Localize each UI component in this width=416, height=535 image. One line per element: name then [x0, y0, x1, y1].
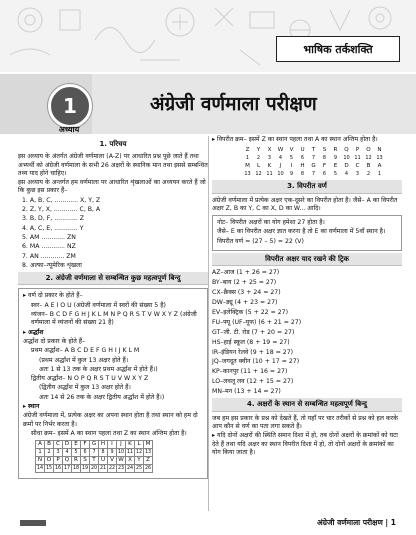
position-cell: 2 — [256, 154, 261, 161]
section-heading-position-points: 4. अक्षरों के स्थान से सम्बन्धित महत्वपूर्ण बिन्दु — [212, 398, 402, 411]
note-line-1: नोट– विपरीत अक्षरों का योग हमेशा 27 होता है। — [217, 219, 325, 227]
section-heading-trick: विपरीत अक्षर याद रखने की ट्रिक — [212, 253, 402, 266]
position-cell: 10 — [117, 450, 125, 456]
letter-cell: E — [72, 441, 81, 449]
position-cell: 10 — [277, 170, 284, 177]
point-swar: स्वर– A E I O U (अंग्रेजी वर्णमाला में स्वरों की संख्या 5 है) — [31, 301, 166, 309]
point-ardhansh — [23, 329, 203, 337]
letter-cell: T — [90, 457, 99, 465]
letter-cell: S — [322, 146, 327, 153]
first-half-note-1: (प्रथम अर्द्धांश में कुल 13 अक्षर होते हैं। — [39, 356, 129, 364]
position-cell: 12 — [365, 154, 372, 161]
letter-cell: X — [126, 457, 135, 465]
letter-cell: B — [366, 162, 371, 169]
chapter-title: अंग्रेजी वर्णमाला परीक्षण — [150, 93, 317, 115]
letter-cell: L — [256, 162, 261, 169]
position-cell: 26 — [144, 466, 152, 472]
letter-cell: F — [322, 162, 327, 169]
ardhansh-intro: अर्द्धांश दो प्रकार के होते हैं– — [23, 337, 86, 345]
section-heading-opposite-letters: 3. विपरीत वर्ण — [212, 180, 402, 193]
position-cell: 8 — [99, 449, 108, 457]
letter-cell: O — [45, 457, 54, 465]
letter-cell: F — [81, 441, 90, 449]
position-cell: 14 — [36, 466, 44, 472]
letter-cell: L — [135, 441, 144, 449]
position-cell: 8 — [300, 170, 305, 177]
important-points-box — [18, 288, 208, 479]
letter-cell: A — [36, 441, 45, 449]
position-cell: 17 — [63, 466, 71, 472]
letter-cell: V — [289, 146, 294, 153]
page-footer — [0, 512, 416, 535]
letter-cell: J — [279, 162, 282, 169]
bullet-icon: ▸ — [23, 403, 27, 411]
letter-cell: P — [355, 146, 360, 153]
letter-cell: U — [300, 146, 305, 153]
position-cell: 19 — [81, 466, 89, 472]
position-cell: 9 — [108, 449, 117, 457]
bullet-icon: ▸ — [212, 136, 216, 143]
position-cell: 9 — [333, 154, 338, 161]
letter-cell: Z — [144, 457, 153, 465]
letter-cell: N — [377, 146, 382, 153]
position-cell: 5 — [289, 154, 294, 161]
position-cell: 22 — [108, 466, 116, 472]
direct-order: सीधा क्रम– इसमें A का स्थान पहला तथा Z का स्थान अन्तिम होता है। — [31, 429, 187, 437]
letter-cell: M — [245, 162, 250, 169]
position-cell: 3 — [54, 449, 63, 457]
list-item: 2. Z, Y, X, ............ C, B, A — [22, 206, 101, 214]
point-ardhansh-text: अर्द्धांश — [28, 328, 44, 336]
column-divider — [208, 136, 209, 511]
position-cell: 2 — [45, 449, 54, 457]
letter-cell: O — [366, 146, 371, 153]
list-item: 8. अल्फा–न्यूमेरिक शृंखला — [22, 261, 82, 269]
trick-item: BY–बाय (2 + 25 = 27) — [212, 279, 277, 287]
reverse-order-text: विपरीत क्रम– इसमें Z का स्थान पहला तथा A का स्थान अन्तिम होता है। — [217, 136, 378, 143]
list-item: 5. AM ............ ZN — [22, 233, 76, 241]
list-item: 1. A, B, C, ............ X, Y, Z — [22, 196, 101, 204]
position-paragraph-1: जब हम इस प्रकार के प्रश्न को देखते हैं, तो यहाँ पर चार तरीकों से प्रश्न को हल करके आप कौन से वर्ण का पता लगा सकते हैं। — [212, 414, 398, 430]
position-cell: 3 — [267, 154, 272, 161]
point-sthan — [23, 403, 203, 411]
position-cell: 7 — [311, 170, 316, 177]
trick-item: IR–इंडियन रेलवे (9 + 18 = 27) — [212, 348, 294, 356]
letter-cell: H — [99, 441, 108, 449]
trick-item: EV–इलेक्ट्रिक (5 + 22 = 27) — [212, 308, 289, 316]
letter-cell: K — [267, 162, 272, 169]
trick-item: DW–ड्यू (4 + 23 = 27) — [212, 299, 278, 307]
letter-cell: E — [333, 162, 338, 169]
letter-cell: Q — [344, 146, 349, 153]
letter-cell: P — [54, 457, 63, 465]
letter-cell: C — [355, 162, 360, 169]
letter-cell: Y — [135, 457, 144, 465]
bullet-icon: ▸ — [23, 292, 27, 300]
letter-cell: U — [99, 457, 108, 465]
position-cell: 18 — [72, 466, 80, 472]
position-cell: 11 — [126, 450, 134, 456]
letter-cell: A — [377, 162, 382, 169]
position-cell: 1 — [245, 154, 250, 161]
sthan-intro: अंग्रेजी वर्णमाला में, प्रत्येक अक्षर का अपना स्थान होता है तथा स्थान को हम दो क्रमों पर निर्भर करता है। — [23, 412, 198, 428]
position-cell: 6 — [300, 154, 305, 161]
note-line-2: जैसे– E का विपरीत अक्षर ज्ञात करना है तो E का वर्णमाला में 5वाँ स्थान है। — [217, 228, 386, 236]
trick-item: MN–मन (13 + 14 = 27) — [212, 388, 281, 396]
position-cell: 3 — [355, 170, 360, 177]
list-item: 7. AN ............ ZM — [22, 252, 76, 260]
reverse-order — [212, 136, 402, 144]
intro-paragraph-1: इस अध्याय के अंतर्गत अंग्रेजी वर्णमाला (A-Z) पर आधारित प्रश्न पूछे जाते हैं तथा अभ्यर्थी को अंग्रेजी वर्णमाला के सभी 26 अक्षरों के स्थानिक मान तथा इससे सम्बन्धित तथ्य याद होने चाहिए। — [18, 153, 208, 177]
position-cell: 13 — [376, 154, 383, 161]
letter-cell: G — [311, 162, 316, 169]
bullet-icon: ▸ — [23, 328, 27, 336]
trick-item: AZ–आज (1 + 26 = 27) — [212, 269, 280, 277]
letter-cell: B — [45, 441, 54, 449]
position-cell: 25 — [135, 466, 143, 472]
bullet-icon: ▸ — [212, 432, 216, 440]
section-heading-intro: 1. परिचय — [18, 138, 208, 150]
letter-cell: R — [72, 457, 81, 465]
position-cell: 4 — [278, 154, 283, 161]
letter-cell: J — [117, 441, 126, 449]
position-cell: 16 — [54, 466, 62, 472]
point-vyanjan: व्यंजन– B C D F G H J K L M N P Q R S T V W X Y Z (अंग्रेजी वर्णमाला में व्यंजनों की संख्या 21 है) — [31, 311, 197, 327]
letter-cell: W — [118, 457, 124, 464]
letter-cell: D — [63, 441, 72, 449]
second-half: द्वितीय अर्द्धांश– N O P Q R S T U V W X Y Z — [31, 375, 149, 383]
left-column — [18, 136, 208, 479]
letter-cell: I — [108, 441, 117, 449]
letter-cell: W — [277, 146, 284, 153]
position-cell: 2 — [366, 170, 371, 177]
position-cell: 15 — [45, 466, 53, 472]
position-cell: 21 — [99, 466, 107, 472]
trick-item: HS–हाई स्कूल (8 + 19 = 27) — [212, 338, 290, 346]
letter-cell: X — [267, 146, 272, 153]
letter-cell: Q — [63, 457, 72, 465]
position-cell: 8 — [322, 154, 327, 161]
first-half: प्रथम अर्द्धांश– A B C D E F G H I J K L M — [31, 347, 140, 355]
trick-item: LO–लवलू लव (12 + 15 = 27) — [212, 378, 294, 386]
series-list — [18, 197, 208, 270]
first-half-note-2: अतः 1 से 13 तक के अक्षर प्रथम अर्द्धांश में होते हैं।) — [39, 365, 158, 373]
list-item: 3. B, D, F, ............ Z — [22, 215, 85, 223]
position-cell: 6 — [322, 170, 327, 177]
chapter-number-badge: 1 — [48, 84, 92, 128]
opposite-paragraph: अंग्रेजी वर्णमाला में प्रत्येक अक्षर एक-दूसरे का विपरीत होता है। जैसे– A का विपरीत अक्षर Z, B का Y, C का X, D का W... आदि। — [212, 196, 398, 212]
position-cell: 24 — [126, 466, 134, 472]
position-paragraph-2 — [212, 432, 402, 457]
position-cell: 23 — [117, 466, 125, 472]
letter-cell: G — [90, 441, 99, 449]
position-cell: 13 — [244, 170, 251, 177]
letter-cell: C — [54, 441, 63, 449]
note-box — [212, 215, 402, 251]
reverse-order-table — [242, 146, 385, 178]
letter-cell: T — [311, 146, 316, 153]
right-column — [212, 136, 402, 458]
position-cell: 11 — [354, 154, 361, 161]
position-cell: 5 — [72, 449, 81, 457]
position-cell: 12 — [135, 450, 143, 456]
second-half-note-2: अतः 14 से 26 तक के अक्षर द्वितीय अर्द्धांश में होते हैं।) — [39, 393, 165, 401]
footer-text: अंग्रेजी वर्णमाला परीक्षण | 1 — [317, 518, 396, 527]
letter-cell: M — [144, 441, 153, 449]
position-cell: 1 — [36, 449, 45, 457]
header-doodle-band — [0, 0, 416, 72]
trick-item: FU–फ्यू (UF–यूफ) (6 + 21 = 27) — [212, 318, 302, 326]
point-sthan-text: स्थान — [28, 403, 40, 411]
trick-item: CX–क्रैक्स (3 + 24 = 27) — [212, 289, 281, 297]
letter-cell: N — [36, 457, 45, 465]
position-cell: 12 — [255, 170, 262, 177]
position-cell: 1 — [377, 170, 382, 177]
letter-cell: K — [126, 441, 135, 449]
intro-paragraph-2: इस अध्याय के अन्तर्गत हम वर्णमाला पर आधारित शृंखलाओं का अध्ययन करते हैं जो कि कुछ इस प्रकार हैं– — [18, 179, 206, 195]
letter-cell: S — [81, 457, 90, 465]
direct-order-table — [35, 440, 153, 473]
trick-item: JQ–जगदूत क्वीन (10 + 17 = 27) — [212, 358, 300, 366]
trick-item: KP–कानपुर (11 + 16 = 27) — [212, 368, 288, 376]
note-line-3: विपरीत वर्ण = (27 – 5) = 22 (V) — [217, 237, 304, 245]
position-cell: 10 — [343, 154, 350, 161]
point-varna-text: वर्ण दो प्रकार के होते हैं– — [28, 292, 83, 300]
list-item: 6. MA ............ NZ — [22, 243, 76, 251]
position-cell: 4 — [63, 449, 72, 457]
letter-cell: R — [333, 146, 338, 153]
letter-cell: H — [300, 162, 305, 169]
letter-cell: Z — [245, 146, 250, 153]
letter-cell: Y — [256, 146, 261, 153]
letter-cell: I — [290, 162, 293, 169]
position-cell: 4 — [344, 170, 349, 177]
position-cell: 6 — [81, 449, 90, 457]
chapter-label: अध्याय — [58, 125, 80, 134]
list-item: 4. A, C, E, ............ Y — [22, 224, 84, 232]
position-cell: 11 — [266, 170, 273, 177]
letter-cell: D — [344, 162, 349, 169]
second-half-note-1: (द्वितीय अर्द्धांश में कुल 13 अक्षर होते हैं। — [39, 384, 131, 392]
position-cell: 13 — [144, 450, 152, 456]
trick-list — [212, 269, 402, 396]
position-cell: 9 — [289, 170, 294, 177]
position-paragraph-2-text: यदि दोनों अक्षरों की स्थिति समान दिशा में हो, तब दोनों अक्षरों के क्रमांकों को घटा देते हैं तथा यदि अक्षर का स्थान विपरीत दिशा में हो, तो दोनों अक्षरों के क्रमांकों का योग किया जाता है। — [212, 432, 398, 456]
position-cell: 5 — [333, 170, 338, 177]
position-cell: 7 — [311, 154, 316, 161]
section-heading-important-points: 2. अंग्रेजी वर्णमाला से सम्बन्धित कुछ महत्वपूर्ण बिन्दु — [18, 272, 208, 285]
point-varna — [23, 292, 203, 300]
position-cell: 7 — [90, 449, 99, 457]
subject-tag: भाषिक तर्कशक्ति — [276, 36, 400, 62]
publisher-logo — [20, 520, 46, 526]
position-cell: 20 — [90, 466, 98, 472]
trick-item: GT–जी. टी. रोड (7 + 20 = 27) — [212, 328, 295, 336]
letter-cell: V — [108, 457, 117, 465]
